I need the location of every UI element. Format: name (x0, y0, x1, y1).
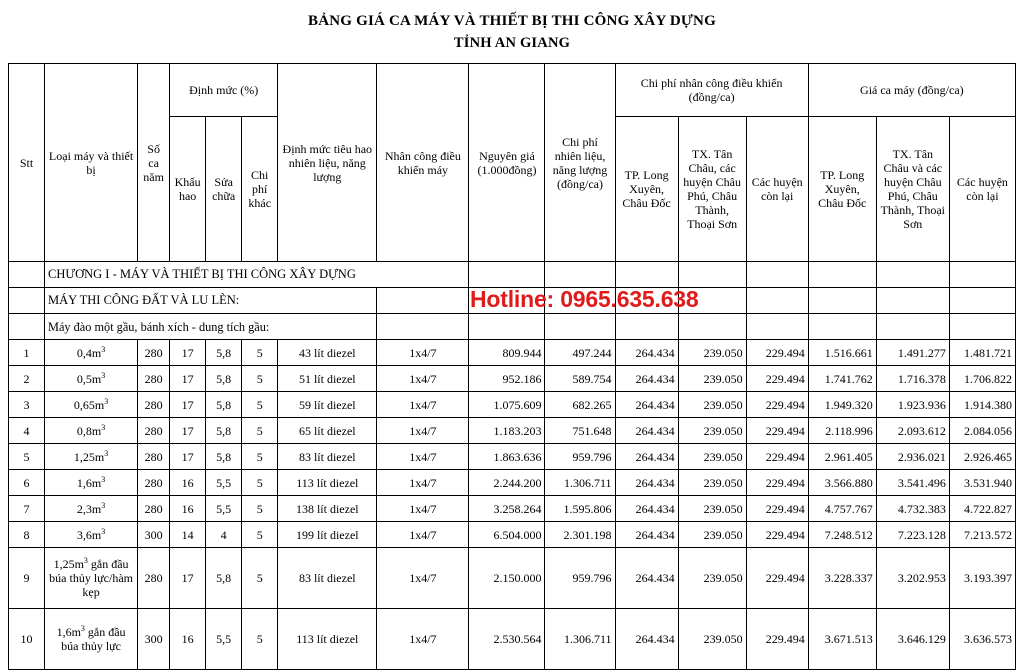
cell-price-zone-1: 3.671.513 (808, 609, 876, 670)
section-label-chapter: CHƯƠNG I - MÁY VÀ THIẾT BỊ THI CÔNG XÂY DỰNG (45, 262, 469, 288)
section-cell-blank (876, 314, 949, 340)
cell-fuel-norm: 113 lít diezel (278, 470, 377, 496)
cell-fuel-norm: 83 lít diezel (278, 548, 377, 609)
cell-depreciation: 17 (170, 366, 206, 392)
page-subtitle: TỈNH AN GIANG (453, 34, 571, 51)
section-stt-empty (9, 288, 45, 314)
section-cell-blank (949, 262, 1015, 288)
cell-fuel-norm: 113 lít diezel (278, 609, 377, 670)
section-cell-blank (545, 314, 615, 340)
cell-other-cost: 5 (242, 470, 278, 496)
cell-repair: 4 (206, 522, 242, 548)
cell-shifts-per-year: 280 (138, 548, 170, 609)
cell-price-zone-1: 3.566.880 (808, 470, 876, 496)
table-row (9, 496, 1016, 522)
table-header (9, 64, 1016, 262)
cell-machine-type: $1,25m^3$ (45, 444, 138, 470)
cell-operator-labor: 1x4/7 (377, 496, 469, 522)
section-cell-blank (808, 288, 876, 314)
cell-operator-labor: 1x4/7 (377, 418, 469, 444)
header-stt: Stt (9, 64, 45, 262)
cell-price-zone-2: 1.923.936 (876, 392, 949, 418)
cell-machine-type: $0,4m^3$ (45, 340, 138, 366)
cell-price-zone-1: 2.118.996 (808, 418, 876, 444)
section-cell-blank (469, 314, 545, 340)
cell-shifts-per-year: 300 (138, 522, 170, 548)
cell-price-zone-3: 3.531.940 (949, 470, 1015, 496)
table-row (9, 366, 1016, 392)
cell-shifts-per-year: 280 (138, 340, 170, 366)
cell-stt: 1 (9, 340, 45, 366)
cell-fuel-norm: 65 lít diezel (278, 418, 377, 444)
cell-other-cost: 5 (242, 548, 278, 609)
cell-labor-zone-2: 239.050 (678, 609, 746, 670)
cell-depreciation: 16 (170, 496, 206, 522)
cell-labor-zone-3: 229.494 (746, 418, 808, 444)
cell-original-price: 2.244.200 (469, 470, 545, 496)
cell-labor-zone-2: 239.050 (678, 340, 746, 366)
cell-machine-type: $1,6m^3$ (45, 470, 138, 496)
section-cell-blank (876, 288, 949, 314)
cell-price-zone-3: 1.481.721 (949, 340, 1015, 366)
table-row (9, 609, 1016, 670)
cell-repair: 5,5 (206, 609, 242, 670)
cell-stt: 2 (9, 366, 45, 392)
cell-labor-zone-3: 229.494 (746, 548, 808, 609)
header-original-price: Nguyên giá (1.000đồng) (469, 64, 545, 262)
cell-labor-zone-1: 264.434 (615, 340, 678, 366)
section-cell-blank (377, 288, 469, 314)
cell-depreciation: 14 (170, 522, 206, 548)
section-cell-blank (678, 314, 746, 340)
cell-machine-type: $2,3m^3$ (45, 496, 138, 522)
section-cell-blank (615, 314, 678, 340)
cell-other-cost: 5 (242, 496, 278, 522)
cell-fuel-cost: 1.595.806 (545, 496, 615, 522)
header-depreciation: Khấu hao (170, 117, 206, 262)
cell-labor-zone-2: 239.050 (678, 392, 746, 418)
cell-labor-zone-2: 239.050 (678, 548, 746, 609)
cell-depreciation: 17 (170, 392, 206, 418)
cell-repair: 5,5 (206, 470, 242, 496)
cell-price-zone-3: 3.636.573 (949, 609, 1015, 670)
table-row (9, 444, 1016, 470)
section-row-chapter (9, 262, 1016, 288)
cell-fuel-cost: 959.796 (545, 548, 615, 609)
cell-original-price: 3.258.264 (469, 496, 545, 522)
section-cell-blank (746, 314, 808, 340)
cell-operator-labor: 1x4/7 (377, 609, 469, 670)
cell-labor-zone-2: 239.050 (678, 496, 746, 522)
header-repair: Sửa chữa (206, 117, 242, 262)
cell-price-zone-1: 3.228.337 (808, 548, 876, 609)
header-labor-zone-2: TX. Tân Châu, các huyện Châu Phú, Châu Thành, Thoại Sơn (678, 117, 746, 262)
cell-depreciation: 17 (170, 340, 206, 366)
cell-price-zone-1: 1.949.320 (808, 392, 876, 418)
cell-labor-zone-2: 239.050 (678, 418, 746, 444)
cell-fuel-norm: 138 lít diezel (278, 496, 377, 522)
section-cell-blank (469, 262, 545, 288)
cell-operator-labor: 1x4/7 (377, 522, 469, 548)
cell-original-price: 952.186 (469, 366, 545, 392)
cell-stt: 7 (9, 496, 45, 522)
cell-labor-zone-2: 239.050 (678, 444, 746, 470)
section-cell-blank (746, 262, 808, 288)
section-cell-blank (615, 262, 678, 288)
table-row (9, 340, 1016, 366)
cell-other-cost: 5 (242, 609, 278, 670)
cell-labor-zone-2: 239.050 (678, 366, 746, 392)
cell-stt: 6 (9, 470, 45, 496)
cell-machine-type: $1,25m^3$ gắn đầu búa thủy lực/hàm kẹp (45, 548, 138, 609)
cell-depreciation: 16 (170, 470, 206, 496)
header-price-zone-3: Các huyện còn lại (949, 117, 1015, 262)
cell-repair: 5,8 (206, 444, 242, 470)
cell-fuel-cost: 1.306.711 (545, 609, 615, 670)
cell-price-zone-2: 3.646.129 (876, 609, 949, 670)
section-cell-blank (876, 262, 949, 288)
cell-operator-labor: 1x4/7 (377, 340, 469, 366)
cell-depreciation: 17 (170, 418, 206, 444)
cell-operator-labor: 1x4/7 (377, 366, 469, 392)
cell-price-zone-2: 1.716.378 (876, 366, 949, 392)
cell-fuel-norm: 83 lít diezel (278, 444, 377, 470)
cell-machine-type: $0,65m^3$ (45, 392, 138, 418)
price-table (8, 63, 1016, 670)
cell-fuel-norm: 199 lít diezel (278, 522, 377, 548)
cell-price-zone-3: 1.706.822 (949, 366, 1015, 392)
cell-original-price: 2.150.000 (469, 548, 545, 609)
cell-repair: 5,8 (206, 418, 242, 444)
section-cell-blank (545, 262, 615, 288)
cell-other-cost: 5 (242, 340, 278, 366)
cell-price-zone-1: 1.516.661 (808, 340, 876, 366)
cell-shifts-per-year: 280 (138, 470, 170, 496)
cell-depreciation: 16 (170, 609, 206, 670)
cell-labor-zone-2: 239.050 (678, 470, 746, 496)
cell-price-zone-2: 7.223.128 (876, 522, 949, 548)
cell-price-zone-3: 4.722.827 (949, 496, 1015, 522)
cell-price-zone-2: 3.541.496 (876, 470, 949, 496)
cell-labor-zone-2: 239.050 (678, 522, 746, 548)
cell-fuel-norm: 59 lít diezel (278, 392, 377, 418)
cell-operator-labor: 1x4/7 (377, 444, 469, 470)
cell-labor-zone-3: 229.494 (746, 444, 808, 470)
price-table-container (8, 63, 1016, 670)
cell-stt: 9 (9, 548, 45, 609)
section-cell-blank (808, 314, 876, 340)
header-norm-group: Định mức (%) (170, 64, 278, 117)
cell-operator-labor: 1x4/7 (377, 470, 469, 496)
table-row (9, 418, 1016, 444)
cell-price-zone-1: 2.961.405 (808, 444, 876, 470)
section-label-group: MÁY THI CÔNG ĐẤT VÀ LU LÈN: (45, 288, 377, 314)
cell-original-price: 1.863.636 (469, 444, 545, 470)
cell-price-zone-3: 2.084.056 (949, 418, 1015, 444)
cell-machine-type: $3,6m^3$ (45, 522, 138, 548)
cell-repair: 5,8 (206, 392, 242, 418)
table-row (9, 392, 1016, 418)
header-machine-type: Loại máy và thiết bị (45, 64, 138, 262)
section-cell-blank (808, 262, 876, 288)
cell-price-zone-1: 4.757.767 (808, 496, 876, 522)
section-stt-empty (9, 314, 45, 340)
cell-other-cost: 5 (242, 366, 278, 392)
header-price-zone-1: TP. Long Xuyên, Châu Đốc (808, 117, 876, 262)
table-body (9, 262, 1016, 670)
hotline-overlay: Hotline: 0965.635.638 (470, 286, 699, 312)
section-stt-empty (9, 262, 45, 288)
cell-fuel-cost: 497.244 (545, 340, 615, 366)
cell-price-zone-1: 7.248.512 (808, 522, 876, 548)
cell-repair: 5,5 (206, 496, 242, 522)
section-cell-blank (746, 288, 808, 314)
section-row-subgroup (9, 314, 1016, 340)
cell-other-cost: 5 (242, 444, 278, 470)
header-operator-labor: Nhân công điều khiển máy (377, 64, 469, 262)
header-fuel-cost: Chi phí nhiên liệu, năng lượng (đồng/ca) (545, 64, 615, 262)
cell-machine-type: $1,6m^3$ gắn đầu búa thủy lực (45, 609, 138, 670)
section-cell-blank (678, 262, 746, 288)
cell-shifts-per-year: 280 (138, 418, 170, 444)
cell-labor-zone-3: 229.494 (746, 496, 808, 522)
cell-labor-zone-3: 229.494 (746, 340, 808, 366)
cell-labor-zone-3: 229.494 (746, 366, 808, 392)
header-price-zone-2: TX. Tân Châu và các huyện Châu Phú, Châu Thành, Thoại Sơn (876, 117, 949, 262)
cell-fuel-cost: 751.648 (545, 418, 615, 444)
cell-repair: 5,8 (206, 366, 242, 392)
cell-labor-zone-3: 229.494 (746, 609, 808, 670)
table-row (9, 522, 1016, 548)
header-row-top (9, 64, 1016, 117)
cell-shifts-per-year: 280 (138, 392, 170, 418)
header-shift-price-group: Giá ca máy (đồng/ca) (808, 64, 1015, 117)
section-cell-blank (377, 314, 469, 340)
cell-labor-zone-3: 229.494 (746, 470, 808, 496)
cell-shifts-per-year: 280 (138, 366, 170, 392)
cell-labor-zone-1: 264.434 (615, 444, 678, 470)
cell-stt: 10 (9, 609, 45, 670)
cell-price-zone-3: 1.914.380 (949, 392, 1015, 418)
cell-fuel-cost: 2.301.198 (545, 522, 615, 548)
cell-machine-type: $0,5m^3$ (45, 366, 138, 392)
cell-stt: 3 (9, 392, 45, 418)
header-fuel-norm: Định mức tiêu hao nhiên liệu, năng lượng (278, 64, 377, 262)
cell-fuel-norm: 43 lít diezel (278, 340, 377, 366)
header-labor-zone-1: TP. Long Xuyên, Châu Đốc (615, 117, 678, 262)
cell-repair: 5,8 (206, 548, 242, 609)
cell-shifts-per-year: 300 (138, 609, 170, 670)
cell-shifts-per-year: 280 (138, 444, 170, 470)
cell-other-cost: 5 (242, 392, 278, 418)
cell-machine-type: $0,8m^3$ (45, 418, 138, 444)
cell-original-price: 2.530.564 (469, 609, 545, 670)
header-other-cost: Chi phí khác (242, 117, 278, 262)
cell-original-price: 1.075.609 (469, 392, 545, 418)
cell-labor-zone-3: 229.494 (746, 392, 808, 418)
section-cell-blank (949, 314, 1015, 340)
cell-original-price: 809.944 (469, 340, 545, 366)
cell-price-zone-3: 7.213.572 (949, 522, 1015, 548)
cell-price-zone-3: 3.193.397 (949, 548, 1015, 609)
cell-labor-zone-1: 264.434 (615, 609, 678, 670)
cell-fuel-cost: 959.796 (545, 444, 615, 470)
header-labor-cost-group: Chi phí nhân công điều khiển (đồng/ca) (615, 64, 808, 117)
cell-operator-labor: 1x4/7 (377, 392, 469, 418)
cell-fuel-cost: 589.754 (545, 366, 615, 392)
cell-price-zone-2: 2.093.612 (876, 418, 949, 444)
cell-price-zone-1: 1.741.762 (808, 366, 876, 392)
cell-stt: 4 (9, 418, 45, 444)
page-title: BẢNG GIÁ CA MÁY VÀ THIẾT BỊ THI CÔNG XÂY DỰNG (308, 13, 716, 29)
cell-stt: 8 (9, 522, 45, 548)
cell-labor-zone-1: 264.434 (615, 548, 678, 609)
cell-fuel-norm: 51 lít diezel (278, 366, 377, 392)
section-label-subgroup: Máy đào một gầu, bánh xích - dung tích gầu: (45, 314, 377, 340)
header-labor-zone-3: Các huyện còn lại (746, 117, 808, 262)
header-shifts-per-year: Số ca năm (138, 64, 170, 262)
cell-operator-labor: 1x4/7 (377, 548, 469, 609)
table-row (9, 470, 1016, 496)
cell-other-cost: 5 (242, 522, 278, 548)
table-row (9, 548, 1016, 609)
cell-labor-zone-1: 264.434 (615, 366, 678, 392)
cell-labor-zone-1: 264.434 (615, 496, 678, 522)
cell-depreciation: 17 (170, 444, 206, 470)
cell-labor-zone-3: 229.494 (746, 522, 808, 548)
cell-labor-zone-1: 264.434 (615, 418, 678, 444)
cell-labor-zone-1: 264.434 (615, 522, 678, 548)
cell-price-zone-2: 1.491.277 (876, 340, 949, 366)
cell-stt: 5 (9, 444, 45, 470)
cell-original-price: 1.183.203 (469, 418, 545, 444)
cell-fuel-cost: 682.265 (545, 392, 615, 418)
cell-other-cost: 5 (242, 418, 278, 444)
cell-price-zone-3: 2.926.465 (949, 444, 1015, 470)
cell-labor-zone-1: 264.434 (615, 470, 678, 496)
cell-fuel-cost: 1.306.711 (545, 470, 615, 496)
cell-price-zone-2: 4.732.383 (876, 496, 949, 522)
section-cell-blank (949, 288, 1015, 314)
cell-price-zone-2: 2.936.021 (876, 444, 949, 470)
cell-repair: 5,8 (206, 340, 242, 366)
page-title-block (0, 0, 1024, 54)
cell-original-price: 6.504.000 (469, 522, 545, 548)
cell-shifts-per-year: 280 (138, 496, 170, 522)
cell-price-zone-2: 3.202.953 (876, 548, 949, 609)
cell-labor-zone-1: 264.434 (615, 392, 678, 418)
cell-depreciation: 17 (170, 548, 206, 609)
